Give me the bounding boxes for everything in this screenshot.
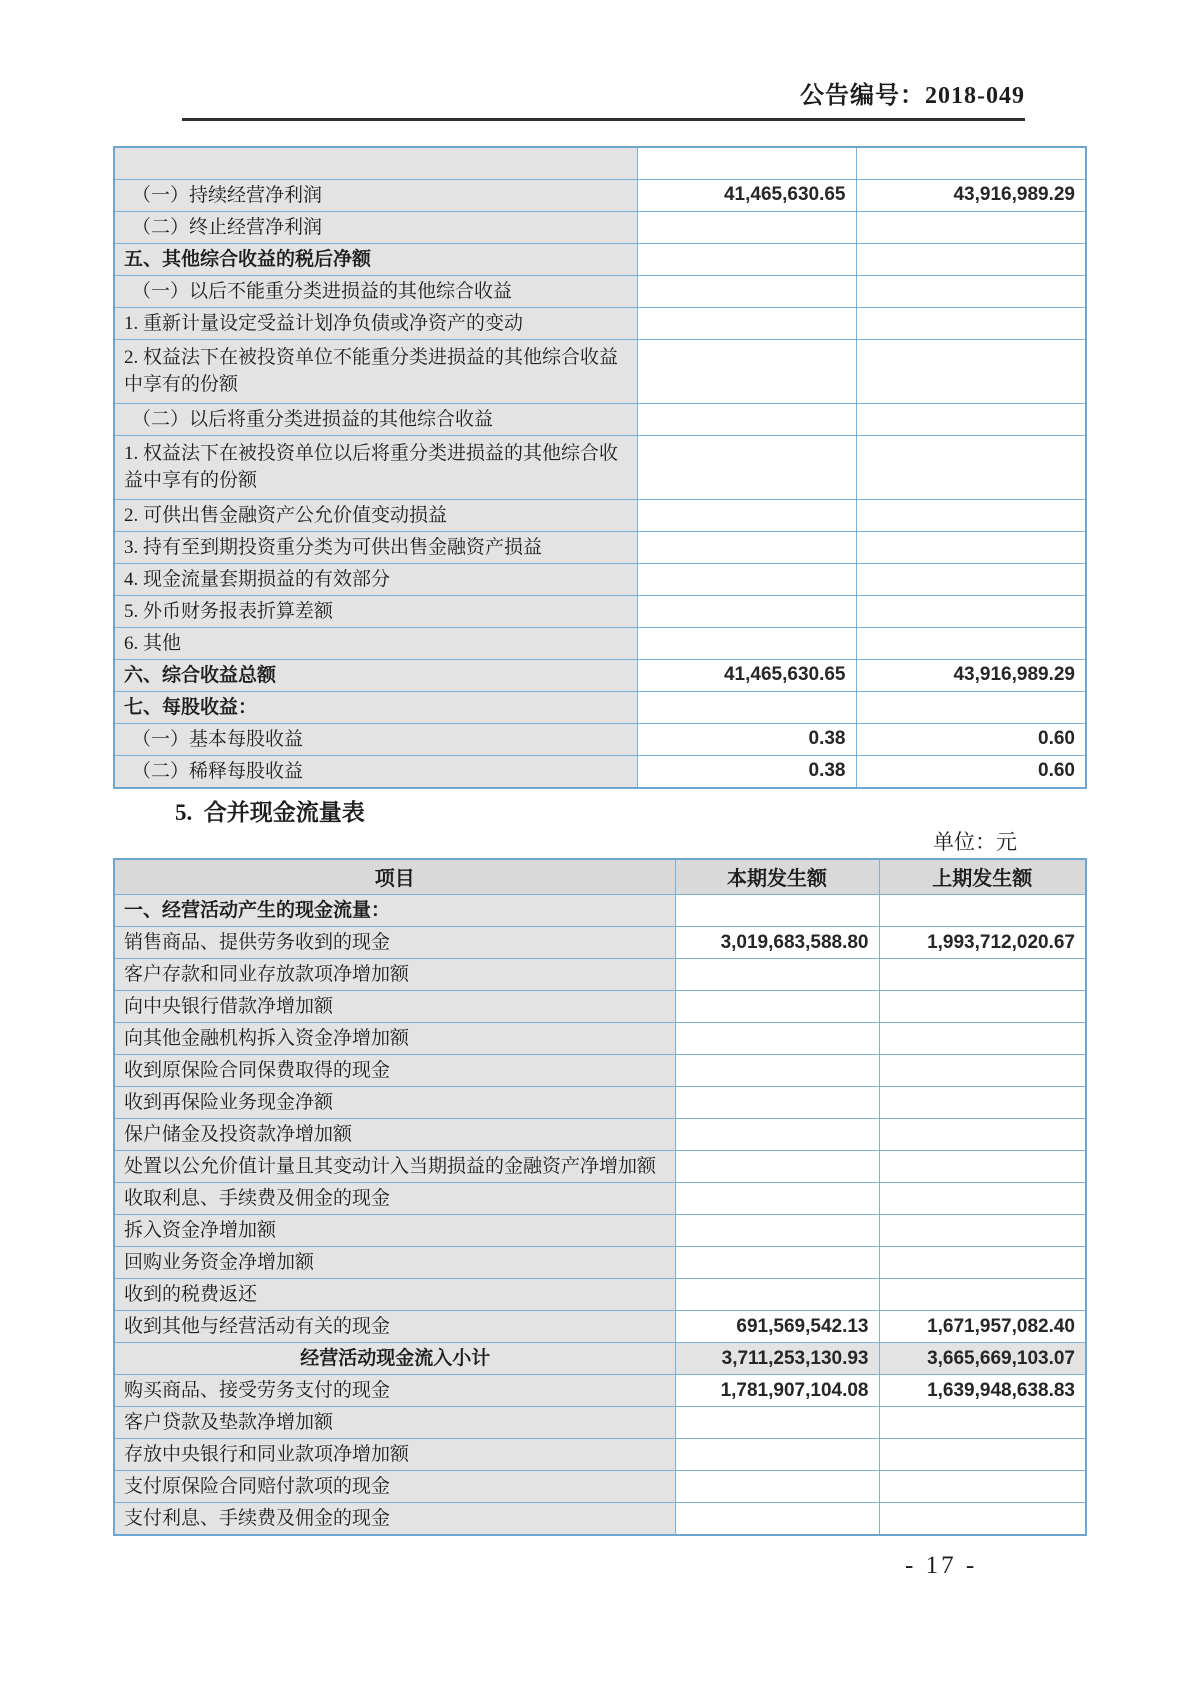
prior-period-value <box>856 307 1086 339</box>
row-label: 收取利息、手续费及佣金的现金 <box>114 1183 675 1215</box>
prior-period-value <box>879 1247 1086 1279</box>
prior-period-value <box>856 403 1086 435</box>
current-period-value <box>675 1023 879 1055</box>
row-label: 一、经营活动产生的现金流量： <box>114 895 675 927</box>
row-label: 1. 权益法下在被投资单位以后将重分类进损益的其他综合收益中享有的份额 <box>114 435 637 499</box>
table-row <box>114 1503 1086 1536</box>
current-period-value <box>637 307 856 339</box>
current-period-value <box>637 275 856 307</box>
table-row <box>114 403 1086 435</box>
row-label: 五、其他综合收益的税后净额 <box>114 243 637 275</box>
current-period-value <box>637 211 856 243</box>
table-row <box>114 499 1086 531</box>
row-label: （二）以后将重分类进损益的其他综合收益 <box>114 403 637 435</box>
prior-period-value <box>856 499 1086 531</box>
current-period-value <box>675 1215 879 1247</box>
row-label: 向其他金融机构拆入资金净增加额 <box>114 1023 675 1055</box>
table-row <box>114 1183 1086 1215</box>
row-label: 收到的税费返还 <box>114 1279 675 1311</box>
current-period-value <box>675 1407 879 1439</box>
header-divider <box>182 118 1025 121</box>
row-label: （二）稀释每股收益 <box>114 755 637 788</box>
prior-period-value <box>856 147 1086 179</box>
row-label: （一）基本每股收益 <box>114 723 637 755</box>
table-row <box>114 1055 1086 1087</box>
cashflow-table <box>113 858 1087 1537</box>
income-statement-body <box>114 147 1086 788</box>
prior-period-value <box>879 1439 1086 1471</box>
prior-period-value <box>879 1503 1086 1536</box>
current-period-value: 0.38 <box>637 755 856 788</box>
prior-period-value <box>879 1151 1086 1183</box>
prior-period-value <box>879 1279 1086 1311</box>
prior-period-value <box>879 1407 1086 1439</box>
row-label: 向中央银行借款净增加额 <box>114 991 675 1023</box>
table-row <box>114 755 1086 788</box>
current-period-value <box>675 1279 879 1311</box>
col-header-item: 项目 <box>114 859 675 895</box>
prior-period-value <box>856 595 1086 627</box>
table-row <box>114 895 1086 927</box>
current-period-value <box>637 531 856 563</box>
row-label: 3. 持有至到期投资重分类为可供出售金融资产损益 <box>114 531 637 563</box>
current-period-value <box>675 1439 879 1471</box>
row-label: 经营活动现金流入小计 <box>114 1343 675 1375</box>
current-period-value <box>675 1247 879 1279</box>
current-period-value <box>675 1183 879 1215</box>
row-label: 5. 外币财务报表折算差额 <box>114 595 637 627</box>
prior-period-value <box>856 243 1086 275</box>
current-period-value <box>637 627 856 659</box>
table-row <box>114 147 1086 179</box>
prior-period-value <box>879 1023 1086 1055</box>
income-statement-table <box>113 146 1087 789</box>
current-period-value: 691,569,542.13 <box>675 1311 879 1343</box>
prior-period-value: 0.60 <box>856 723 1086 755</box>
current-period-value <box>675 895 879 927</box>
col-header-prior-period: 上期发生额 <box>879 859 1086 895</box>
table-row <box>114 627 1086 659</box>
table-row <box>114 1151 1086 1183</box>
row-label: 1. 重新计量设定受益计划净负债或净资产的变动 <box>114 307 637 339</box>
prior-period-value: 0.60 <box>856 755 1086 788</box>
current-period-value <box>637 243 856 275</box>
current-period-value <box>675 1087 879 1119</box>
row-label: 存放中央银行和同业款项净增加额 <box>114 1439 675 1471</box>
current-period-value <box>675 1471 879 1503</box>
row-label: 保户储金及投资款净增加额 <box>114 1119 675 1151</box>
table-row <box>114 243 1086 275</box>
row-label: 收到再保险业务现金净额 <box>114 1087 675 1119</box>
row-label: 拆入资金净增加额 <box>114 1215 675 1247</box>
current-period-value <box>637 563 856 595</box>
current-period-value <box>637 499 856 531</box>
table-row <box>114 1471 1086 1503</box>
current-period-value <box>637 339 856 403</box>
table-row <box>114 959 1086 991</box>
row-label: 收到原保险合同保费取得的现金 <box>114 1055 675 1087</box>
prior-period-value <box>879 1215 1086 1247</box>
table-row <box>114 531 1086 563</box>
table-row <box>114 339 1086 403</box>
table-header-row <box>114 859 1086 895</box>
row-label: 4. 现金流量套期损益的有效部分 <box>114 563 637 595</box>
table-row <box>114 1375 1086 1407</box>
col-header-current-period: 本期发生额 <box>675 859 879 895</box>
prior-period-value: 1,671,957,082.40 <box>879 1311 1086 1343</box>
row-label: 2. 权益法下在被投资单位不能重分类进损益的其他综合收益中享有的份额 <box>114 339 637 403</box>
current-period-value <box>637 435 856 499</box>
prior-period-value <box>856 211 1086 243</box>
prior-period-value <box>856 435 1086 499</box>
current-period-value <box>637 691 856 723</box>
row-label: （二）终止经营净利润 <box>114 211 637 243</box>
table-row <box>114 435 1086 499</box>
table-row <box>114 563 1086 595</box>
row-label: 6. 其他 <box>114 627 637 659</box>
table-row <box>114 1023 1086 1055</box>
row-label: 客户存款和同业存放款项净增加额 <box>114 959 675 991</box>
prior-period-value <box>856 275 1086 307</box>
current-period-value: 41,465,630.65 <box>637 179 856 211</box>
row-label: 客户贷款及垫款净增加额 <box>114 1407 675 1439</box>
row-label: （一）持续经营净利润 <box>114 179 637 211</box>
table-row <box>114 927 1086 959</box>
current-period-value <box>675 1503 879 1536</box>
prior-period-value: 1,993,712,020.67 <box>879 927 1086 959</box>
current-period-value: 3,019,683,588.80 <box>675 927 879 959</box>
prior-period-value <box>879 895 1086 927</box>
prior-period-value: 43,916,989.29 <box>856 179 1086 211</box>
current-period-value <box>675 959 879 991</box>
row-label: 收到其他与经营活动有关的现金 <box>114 1311 675 1343</box>
prior-period-value <box>879 1119 1086 1151</box>
current-period-value: 1,781,907,104.08 <box>675 1375 879 1407</box>
table-row <box>114 211 1086 243</box>
prior-period-value <box>856 339 1086 403</box>
table-row <box>114 1087 1086 1119</box>
unit-label: 单位：元 <box>933 829 1017 854</box>
row-label: 支付原保险合同赔付款项的现金 <box>114 1471 675 1503</box>
cashflow-body <box>114 895 1086 1536</box>
prior-period-value <box>856 563 1086 595</box>
current-period-value <box>637 147 856 179</box>
current-period-value: 3,711,253,130.93 <box>675 1343 879 1375</box>
row-label: 支付利息、手续费及佣金的现金 <box>114 1503 675 1536</box>
prior-period-value <box>879 1183 1086 1215</box>
table-row <box>114 307 1086 339</box>
prior-period-value <box>856 627 1086 659</box>
row-label: 七、每股收益： <box>114 691 637 723</box>
section-heading: 5. 合并现金流量表 <box>175 799 365 825</box>
table-row <box>114 723 1086 755</box>
prior-period-value: 3,665,669,103.07 <box>879 1343 1086 1375</box>
page-number: - 17 - <box>905 1552 978 1579</box>
prior-period-value <box>879 959 1086 991</box>
table-row <box>114 1119 1086 1151</box>
row-label: （一）以后不能重分类进损益的其他综合收益 <box>114 275 637 307</box>
row-label: 销售商品、提供劳务收到的现金 <box>114 927 675 959</box>
prior-period-value: 1,639,948,638.83 <box>879 1375 1086 1407</box>
current-period-value <box>675 1055 879 1087</box>
table-row <box>114 1279 1086 1311</box>
current-period-value <box>675 1151 879 1183</box>
row-label: 2. 可供出售金融资产公允价值变动损益 <box>114 499 637 531</box>
table-row <box>114 691 1086 723</box>
current-period-value <box>637 403 856 435</box>
table-row <box>114 1215 1086 1247</box>
table-row <box>114 1311 1086 1343</box>
current-period-value: 41,465,630.65 <box>637 659 856 691</box>
table-row <box>114 1439 1086 1471</box>
prior-period-value <box>856 691 1086 723</box>
table-row <box>114 991 1086 1023</box>
prior-period-value <box>879 1471 1086 1503</box>
row-label: 处置以公允价值计量且其变动计入当期损益的金融资产净增加额 <box>114 1151 675 1183</box>
row-label: 购买商品、接受劳务支付的现金 <box>114 1375 675 1407</box>
prior-period-value <box>879 991 1086 1023</box>
table-row <box>114 179 1086 211</box>
prior-period-value <box>856 531 1086 563</box>
table-row <box>114 595 1086 627</box>
table-row <box>114 1343 1086 1375</box>
current-period-value <box>675 1119 879 1151</box>
current-period-value: 0.38 <box>637 723 856 755</box>
table-row <box>114 659 1086 691</box>
row-label: 回购业务资金净增加额 <box>114 1247 675 1279</box>
table-row <box>114 1247 1086 1279</box>
prior-period-value <box>879 1087 1086 1119</box>
current-period-value <box>637 595 856 627</box>
current-period-value <box>675 991 879 1023</box>
prior-period-value <box>879 1055 1086 1087</box>
table-row <box>114 275 1086 307</box>
prior-period-value: 43,916,989.29 <box>856 659 1086 691</box>
row-label <box>114 147 637 179</box>
row-label: 六、综合收益总额 <box>114 659 637 691</box>
announcement-number: 公告编号：2018-049 <box>800 83 1025 109</box>
table-row <box>114 1407 1086 1439</box>
